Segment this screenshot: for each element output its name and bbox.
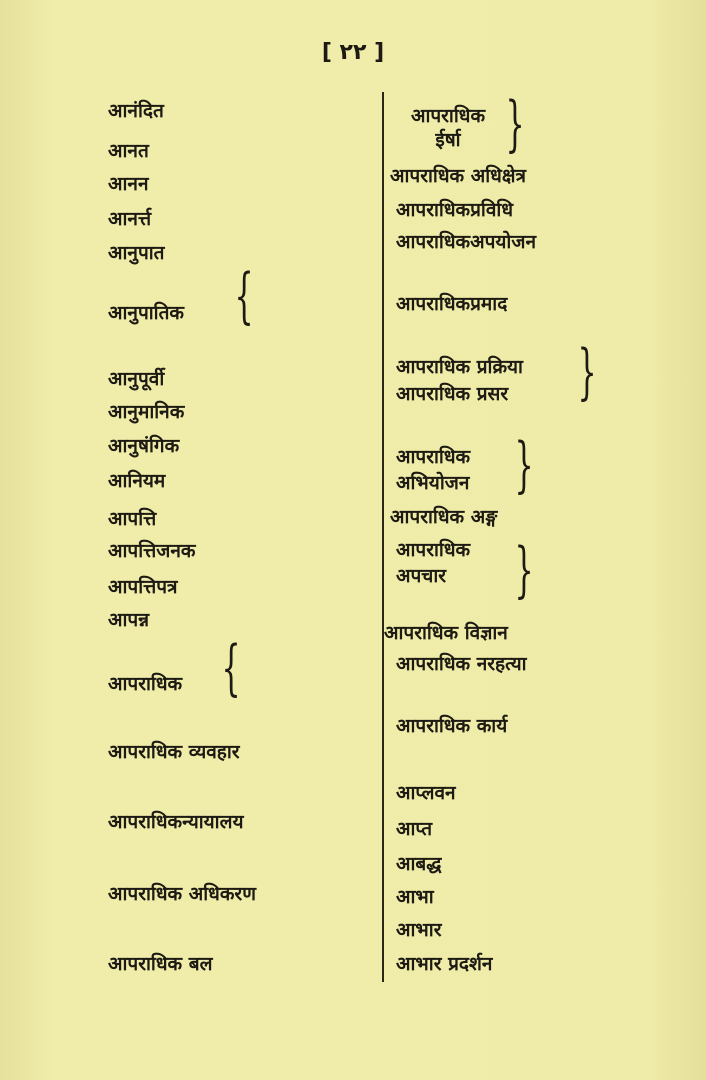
headword: आपराधिकन्यायालय: [108, 811, 244, 833]
page-number: [ ۲۲ ]: [321, 40, 385, 65]
headword: आपराधिक अधिक्षेत्र: [390, 165, 526, 187]
headword: आभार: [396, 919, 442, 941]
headword: आपराधिक प्रसर: [396, 383, 509, 405]
brace: {: [234, 261, 254, 331]
headword: आप्त: [396, 818, 433, 840]
headword: आपराधिकप्रविधि: [396, 199, 514, 221]
headword: आपराधिक प्रक्रिया: [396, 356, 523, 378]
headword: आनुपूर्वी: [108, 368, 165, 390]
headword: आनुपात: [108, 242, 165, 264]
brace: }: [505, 89, 525, 159]
headword: आनंदित: [108, 100, 164, 122]
headword: आपराधिक कार्य: [396, 715, 508, 737]
headword: आपराधिक बल: [108, 953, 213, 975]
headword: आनुषंगिक: [108, 435, 180, 457]
headword: आनत: [108, 140, 149, 162]
headword: आपराधिक नरहत्या: [396, 653, 527, 675]
headword: आपराधिकअपयोजन: [396, 231, 536, 253]
brace: }: [514, 430, 534, 500]
headword: आनन: [108, 173, 149, 195]
headword: आभा: [396, 886, 434, 908]
column-divider: [382, 92, 384, 982]
headword: आपराधिक ईर्षा: [410, 105, 486, 151]
headword: आप्लवन: [396, 782, 456, 804]
headword: आनुमानिक: [108, 401, 185, 423]
headword: आपराधिक अभियोजन: [396, 446, 471, 494]
headword: आपत्तिपत्र: [108, 576, 178, 598]
headword: आपराधिक व्यवहार: [108, 741, 240, 763]
headword: आपराधिक अधिकरण: [108, 883, 256, 905]
headword: आनियम: [108, 470, 166, 492]
headword: आनर्त्त: [108, 208, 152, 230]
headword: आनुपातिक: [108, 302, 185, 324]
headword: आबद्ध: [396, 853, 442, 875]
headword: आपराधिकप्रमाद: [396, 293, 508, 315]
headword: आपन्न: [108, 609, 150, 631]
headword: आपराधिक अपचार: [396, 539, 471, 587]
headword: आभार प्रदर्शन: [396, 953, 493, 975]
headword: आपराधिक अङ्ग: [390, 506, 498, 528]
brace: {: [221, 633, 241, 703]
brace: }: [577, 337, 597, 407]
headword: आपत्ति: [108, 508, 157, 530]
headword: आपत्तिजनक: [108, 540, 196, 562]
brace: }: [514, 535, 534, 605]
headword: आपराधिक: [108, 673, 183, 695]
headword: आपराधिक विज्ञान: [384, 622, 508, 644]
